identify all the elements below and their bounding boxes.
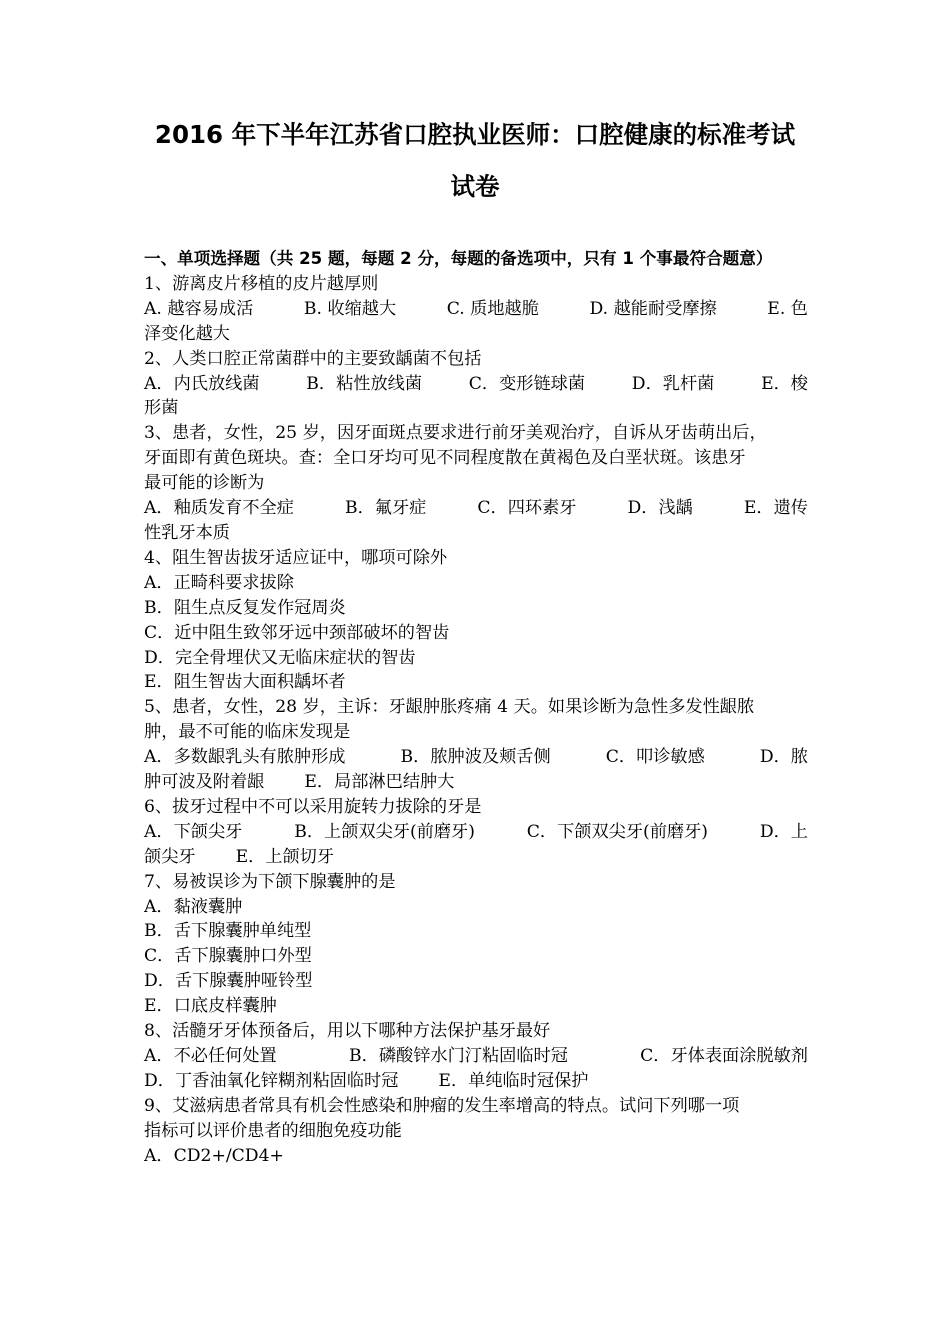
question-7-stem: 7、易被误诊为下颌下腺囊肿的是	[144, 871, 396, 892]
document-title-line-2: 试卷	[450, 172, 500, 201]
question-1-options	[144, 297, 808, 322]
question-8-option-c: C．牙体表面涂脱敏剂	[640, 1046, 808, 1066]
question-1-option-e-continued: 泽变化越大	[144, 323, 230, 344]
question-5-option-d: D．脓	[759, 747, 808, 768]
document-body	[144, 247, 808, 1169]
question-1-option-a: A. 越容易成活	[144, 298, 254, 319]
question-4-option-c: C．近中阻生致邻牙远中颈部破坏的智齿	[144, 622, 450, 643]
question-2-option-e-continued: 形菌	[144, 398, 179, 419]
question-3-option-e-continued: 性乳牙本质	[144, 522, 230, 543]
question-4-option-d: D．完全骨埋伏又无临床症状的智齿	[144, 647, 416, 668]
question-8-option-d: D．丁香油氧化锌糊剂粘固临时冠	[144, 1070, 399, 1091]
question-1-option-d: D. 越能耐受摩擦	[589, 298, 717, 319]
question-3-stem-line-2: 牙面即有黄色斑块。查：全口牙均可见不同程度散在黄褐色及白垩状斑。该患牙	[144, 448, 746, 469]
question-3-option-b: B．氟牙症	[344, 498, 427, 519]
question-6-options-row-1	[144, 820, 808, 845]
question-3-stem-line-3: 最可能的诊断为	[144, 473, 265, 494]
question-8-option-e: E．单纯临时冠保护	[438, 1070, 589, 1091]
question-5-option-d-continued: 肿可波及附着龈	[144, 772, 265, 793]
question-2-options	[144, 372, 808, 397]
question-5-option-a: A．多数龈乳头有脓肿形成	[144, 747, 346, 768]
question-4-stem: 4、阻生智齿拔牙适应证中，哪项可除外	[144, 547, 448, 568]
question-8-option-b: B．磷酸锌水门汀粘固临时冠	[349, 1046, 568, 1066]
question-7-option-d: D．舌下腺囊肿哑铃型	[144, 971, 313, 992]
question-1-stem: 1、游离皮片移植的皮片越厚则	[144, 273, 379, 294]
question-6-option-a: A．下颌尖牙	[144, 821, 243, 842]
question-2-option-c: C．变形链球菌	[468, 373, 586, 394]
question-9-stem-line-2: 指标可以评价患者的细胞免疫功能	[144, 1120, 402, 1141]
question-7-option-a: A．黏液囊肿	[144, 896, 243, 917]
question-5-stem-line-2: 肿，最不可能的临床发现是	[144, 722, 351, 743]
question-8-options-row-2	[144, 1069, 808, 1094]
question-1-option-e: E. 色	[767, 298, 808, 319]
question-7-option-c: C．舌下腺囊肿口外型	[144, 946, 312, 967]
question-3-option-d: D．浅龋	[627, 498, 693, 519]
question-3-options	[144, 496, 808, 521]
question-2-option-d: D．乳杆菌	[631, 373, 715, 394]
question-6-stem: 6、拔牙过程中不可以采用旋转力拔除的牙是	[144, 796, 482, 817]
question-6-option-b: B．上颌双尖牙(前磨牙)	[294, 821, 475, 842]
question-4-option-b: B．阻生点反复发作冠周炎	[144, 597, 346, 618]
question-1-option-b: B. 收缩越大	[303, 298, 397, 319]
document-title-line-1: 2016 年下半年江苏省口腔执业医师：口腔健康的标准考试	[154, 120, 796, 149]
question-3-option-e: E．遗传	[743, 498, 808, 519]
question-8-stem: 8、活髓牙牙体预备后，用以下哪种方法保护基牙最好	[144, 1021, 551, 1042]
question-1-option-c: C. 质地越脆	[446, 298, 539, 319]
question-8-options-row-1	[144, 1044, 808, 1069]
question-7-option-b: B．舌下腺囊肿单纯型	[144, 921, 312, 942]
question-9-stem-line-1: 9、艾滋病患者常具有机会性感染和肿瘤的发生率增高的特点。试问下列哪一项	[144, 1095, 740, 1116]
question-4-option-e: E．阻生智齿大面积龋坏者	[144, 672, 346, 693]
question-2-option-b: B．粘性放线菌	[306, 373, 423, 394]
question-6-option-d-continued: 颌尖牙	[144, 846, 196, 867]
question-2-option-a: A．内氏放线菌	[144, 373, 260, 394]
question-5-options-row-1	[144, 745, 808, 770]
question-5-options-row-2	[144, 770, 808, 795]
question-6-option-c: C．下颌双尖牙(前磨牙)	[526, 821, 709, 842]
question-8-option-a: A．不必任何处置	[144, 1046, 277, 1066]
question-2-stem: 2、人类口腔正常菌群中的主要致龋菌不包括	[144, 348, 482, 369]
question-7-option-e: E．口底皮样囊肿	[144, 996, 277, 1017]
question-5-option-b: B．脓肿波及颊舌侧	[400, 747, 551, 768]
question-4-option-a: A．正畸科要求拔除	[144, 572, 294, 593]
question-5-option-e: E．局部淋巴结肿大	[304, 772, 455, 793]
question-5-stem-line-1: 5、患者，女性，28 岁，主诉：牙龈肿胀疼痛 4 天。如果诊断为急性多发性龈脓	[144, 697, 755, 718]
question-6-option-d: D．上	[759, 821, 808, 842]
question-6-options-row-2	[144, 845, 808, 870]
question-9-option-a: A．CD2+/CD4+	[144, 1145, 284, 1166]
question-3-option-c: C．四环素牙	[477, 498, 577, 519]
question-6-option-e: E．上颌切牙	[235, 846, 335, 867]
question-3-stem-line-1: 3、患者，女性，25 岁，因牙面斑点要求进行前牙美观治疗，自诉从牙齿萌出后，	[144, 423, 767, 444]
question-3-option-a: A．釉质发育不全症	[144, 498, 294, 519]
question-5-option-c: C．叩诊敏感	[605, 747, 705, 768]
question-2-option-e: E．梭	[761, 373, 808, 394]
section-heading: 一、单项选择题（共 25 题，每题 2 分，每题的备选项中，只有 1 个事最符合题意）	[144, 249, 773, 268]
